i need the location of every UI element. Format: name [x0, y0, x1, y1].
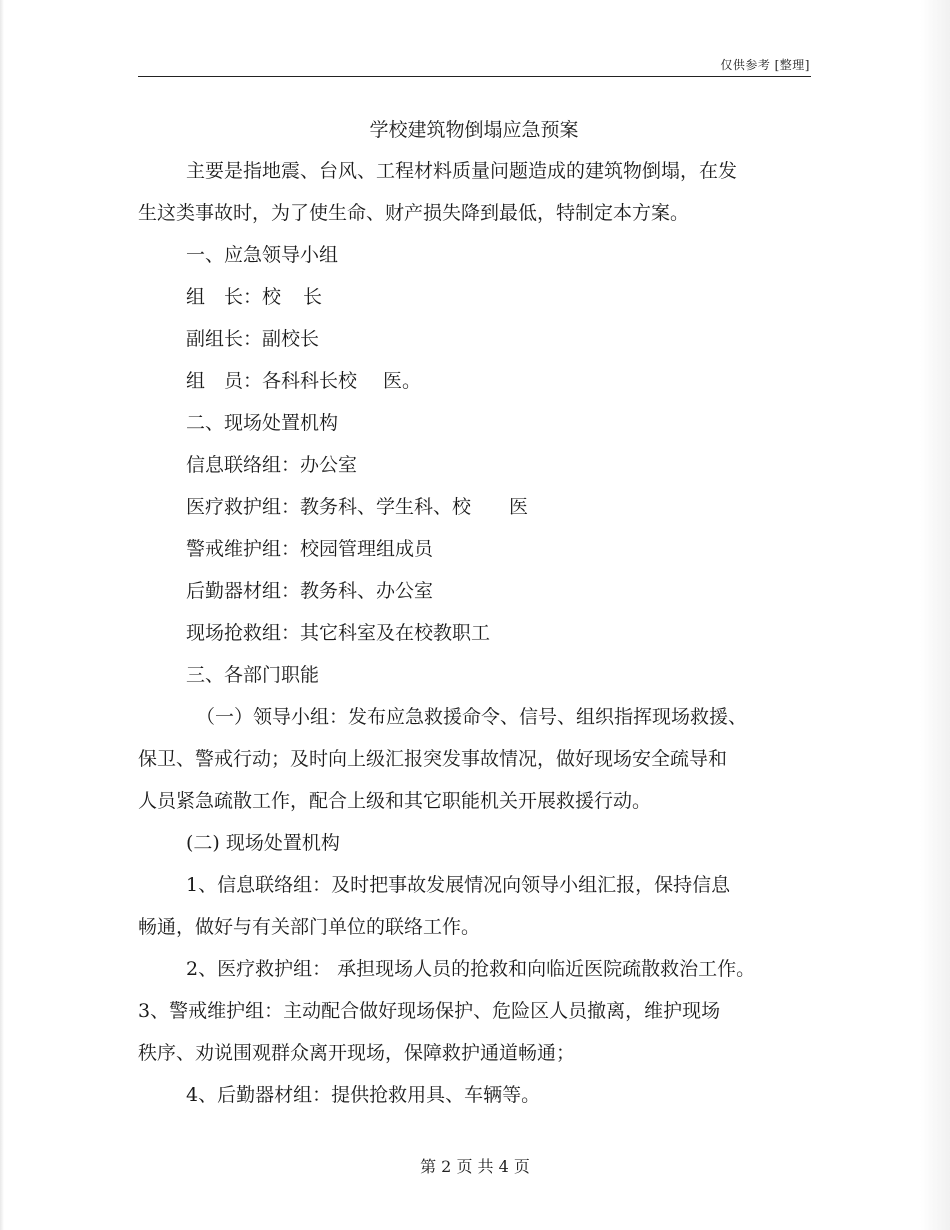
members-value-a: 各科科长校 — [262, 370, 358, 392]
page-shadow-right — [920, 0, 950, 1230]
page-number-footer: 第 2 页 共 4 页 — [420, 1157, 530, 1176]
guard-group-line: 警戒维护组：校园管理组成员 — [186, 538, 434, 560]
duty-1-line-2: 保卫、警戒行动；及时向上级汇报突发事故情况，做好现场安全疏导和 — [138, 748, 728, 770]
duty-1-line-1: （一）领导小组：发布应急救援命令、信号、组织指挥现场救援、 — [196, 706, 748, 728]
item-2-line: 2、医疗救护组： 承担现场人员的抢救和向临近医院疏散救治工作。 — [186, 958, 756, 980]
members-value-b: 医。 — [383, 370, 422, 392]
item-3-line-2: 秩序、劝说围观群众离开现场，保障救护通道畅通； — [138, 1042, 576, 1064]
item-4-line: 4、后勤器材组：提供抢救用具、车辆等。 — [186, 1084, 541, 1106]
members-line — [138, 360, 798, 402]
members-label: 组 员： — [186, 370, 263, 392]
header-divider — [138, 76, 811, 77]
item-1-line-1: 1、信息联络组：及时把事故发展情况向领导小组汇报，保持信息 — [186, 874, 731, 896]
item-1-line-2: 畅通，做好与有关部门单位的联络工作。 — [138, 916, 481, 938]
intro-line-1: 主要是指地震、台风、工程材料质量问题造成的建筑物倒塌，在发 — [186, 160, 738, 182]
medical-group-line — [138, 486, 798, 528]
rescue-group-line: 现场抢救组：其它科室及在校教职工 — [186, 622, 491, 644]
medical-group-text: 医疗救护组：教务科、学生科、校 — [186, 496, 472, 518]
info-group-line: 信息联络组：办公室 — [186, 454, 358, 476]
leader-value-a: 校 — [262, 286, 282, 308]
duty-2-heading: (二) 现场处置机构 — [186, 832, 340, 854]
document-body — [138, 110, 798, 1116]
header-note: 仅供参考 [整理] — [720, 58, 810, 72]
page-shadow-left — [0, 0, 4, 1230]
intro-line-2: 生这类事故时，为了使生命、财产损失降到最低，特制定本方案。 — [138, 202, 690, 224]
document-title: 学校建筑物倒塌应急预案 — [369, 119, 579, 141]
item-3-line-1: 3、警戒维护组：主动配合做好现场保护、危险区人员撤离，维护现场 — [138, 1000, 721, 1022]
leader-value-b: 长 — [303, 286, 323, 308]
section-2-heading: 二、现场处置机构 — [186, 412, 339, 434]
section-3-heading: 三、各部门职能 — [186, 664, 320, 686]
duty-1-line-3: 人员紧急疏散工作，配合上级和其它职能机关开展救援行动。 — [138, 790, 652, 812]
leader-label: 组 长： — [186, 286, 263, 308]
deputy-line: 副组长：副校长 — [186, 328, 320, 350]
section-1-heading: 一、应急领导小组 — [186, 244, 339, 266]
leader-line — [138, 276, 798, 318]
medical-group-suffix: 医 — [509, 496, 529, 518]
logistics-group-line: 后勤器材组：教务科、办公室 — [186, 580, 434, 602]
